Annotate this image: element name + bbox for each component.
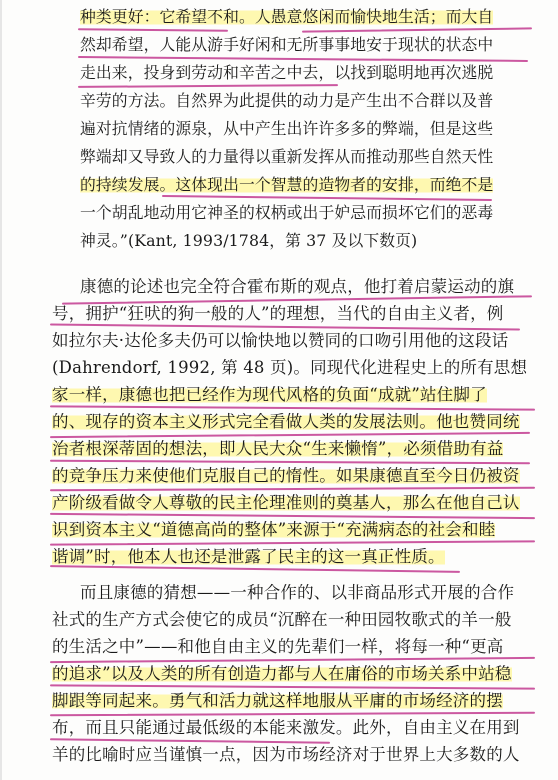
underline-mark (50, 738, 330, 743)
underline-mark (78, 84, 338, 88)
underline-mark (50, 540, 535, 545)
underline-mark (50, 712, 535, 717)
text-line: 的竞争压力来使他们克服自己的惰性。如果康德直至今日仍被资 (52, 466, 520, 485)
underline-mark (50, 487, 535, 492)
text-line: 的追求”以及人类的所有创造力都与人在庸俗的市场关系中站稳 (52, 664, 512, 683)
text-line: 谐调”时，他本人也还是泄露了民主的这一真正性质。 (52, 547, 445, 566)
quote-line: 遍对抗情绪的源泉，从中产生出许许多多的弊端，但是这些 (80, 119, 494, 138)
quote-line: 神灵。”(Kant, 1993/1784，第 37 及以下数页) (80, 231, 418, 250)
text-line: 羊的比喻时应当谨慎一点，因为市场经济对于世界上大多数的人 (52, 745, 520, 764)
text-line: 如拉尔夫·达伦多夫仍可以愉快地以赞同的口吻引用他的这段话 (52, 331, 509, 350)
text-line: 号，拥护“狂吠的狗一般的人”的理想，当代的自由主义者，例 (52, 304, 504, 323)
quote-line: 弊端却又导致人的力量得以重新发挥从而推动那些自然天性 (80, 147, 494, 166)
quote-line: 种类更好：它希望不和。人愚意悠闲而愉快地生活；而大自 (80, 7, 494, 26)
text-line: 康德的论述也完全符合霍布斯的观点，他打着启蒙运动的旗 (80, 277, 515, 296)
text-line: 社式的生产方式会使它的成员“沉醉在一种田园牧歌式的羊一般 (52, 610, 512, 629)
underline-mark (302, 27, 532, 32)
quote-line: 的持续发展。这体现出一个智慧的造物者的安排，而绝不是 (80, 175, 494, 194)
underline-mark (78, 28, 228, 32)
text-line: 治者根深蒂固的想法，即人民大众“生来懒惰”，必须借助有益 (52, 439, 504, 458)
quote-line: 一个胡乱地动用它神圣的权柄或出于妒忌而损坏它们的恶毒 (80, 203, 494, 222)
text-line: 家一样，康德也把已经作为现代风格的负面“成就”站住脚了 (52, 385, 487, 404)
text-line: 产阶级看做令人尊敬的民主伦理准则的奠基人，那么在他自己认 (52, 493, 520, 512)
text-line: 而且康德的猜想——一种合作的、以非商品形式开展的合作 (80, 583, 515, 602)
text-line: 识到资本主义“道德高尚的整体”来源于“充满病态的社会和睦 (52, 520, 496, 539)
underline-mark (50, 405, 535, 410)
text-line: 的生活之中”——和他自由主义的先辈们一样，将每一种“更高 (52, 637, 504, 656)
text-line: 脚跟等同起来。勇气和活力就这样地服从平庸的市场经济的摆 (52, 691, 503, 710)
quote-line: 然却希望，人能从游手好闲和无所事事地安于现状的状态中 (80, 35, 494, 54)
underline-mark (50, 460, 530, 465)
quote-line: 走出来，投身到劳动和辛苦之中去，以找到聪明地再次逃脱 (80, 63, 494, 82)
text-line: 的、现存的资本主义形式完全看做人类的发展法则。他也赞同统 (52, 412, 520, 431)
underline-mark (50, 684, 535, 689)
quote-line: 辛劳的方法。自然界为此提供的动力是产生出不合群以及普 (80, 91, 494, 110)
text-line: 布，而且只能通过最低级的本能来激发。此外，自由主义在用到 (52, 718, 520, 737)
text-line: (Dahrendorf, 1992, 第 48 页)。同现代化进程史上的所有思想 (52, 358, 528, 377)
